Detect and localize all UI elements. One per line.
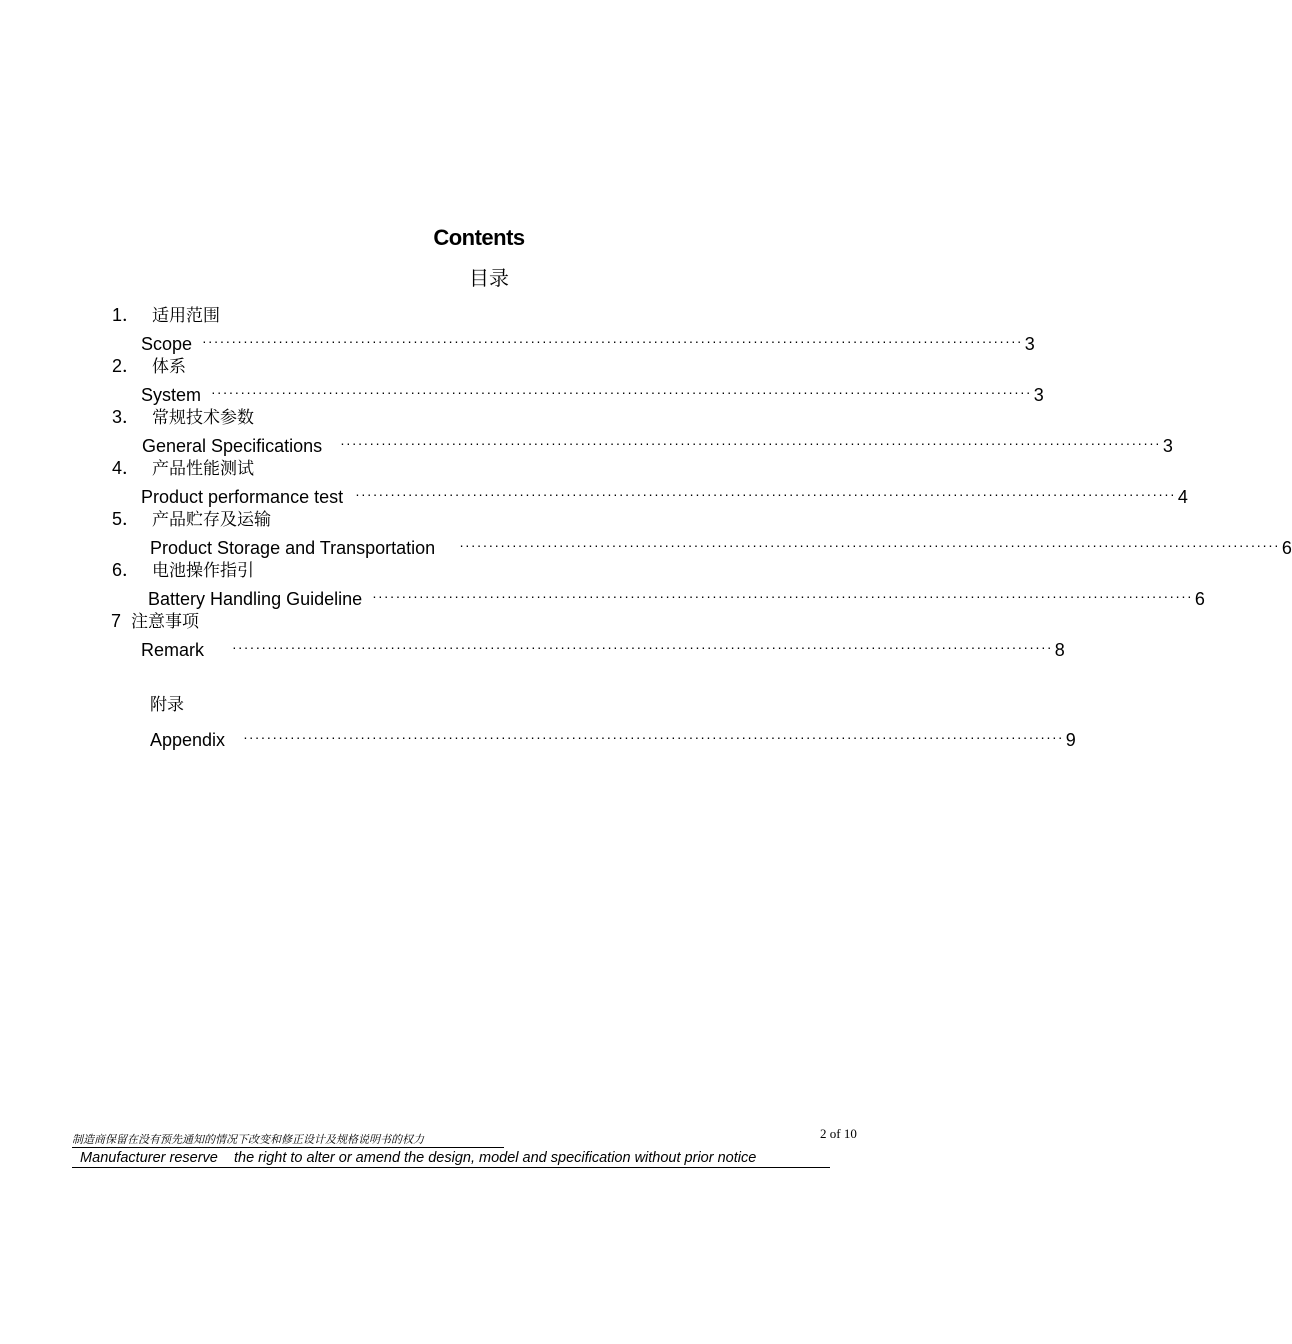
toc-section-title-zh: 适用范围	[152, 306, 220, 326]
toc-section-6-heading	[112, 559, 254, 582]
toc-entry-system[interactable]	[141, 381, 1044, 406]
toc-section-number: 2．	[112, 356, 141, 376]
toc-entry-general-specifications[interactable]	[142, 432, 1173, 457]
toc-page-number: 3	[1162, 436, 1173, 456]
toc-entry-label: Battery Handling Guideline	[148, 589, 363, 609]
toc-section-7-heading	[111, 610, 199, 633]
toc-section-title-zh: 注意事项	[131, 612, 200, 632]
toc-dot-leader: ············································································································································	[211, 384, 1032, 400]
page-number-footer: 2 of 10	[820, 1126, 857, 1141]
footer-notice-en: Manufacturer reserve the right to alter or amend the design, model and specification without prior notice	[72, 1150, 830, 1168]
footer-notice-zh: 制造商保留在没有预先通知的情况下改变和修正设计及规格说明书的权力	[72, 1132, 504, 1148]
toc-page-number: 4	[1177, 487, 1188, 507]
toc-dot-leader: ············································································································································	[459, 537, 1280, 553]
toc-section-2-heading	[112, 355, 186, 378]
toc-dot-leader: ············································································································································	[232, 639, 1053, 655]
toc-section-number: 1．	[112, 305, 141, 325]
toc-section-number: 3．	[112, 407, 141, 427]
toc-entry-label: Product Storage and Transportation	[150, 538, 436, 558]
toc-page-number: 6	[1194, 589, 1205, 609]
toc-dot-leader: ············································································································································	[340, 435, 1161, 451]
toc-entry-label: General Specifications	[142, 436, 323, 456]
toc-section-title-zh: 电池操作指引	[152, 561, 254, 581]
toc-page-number: 9	[1065, 730, 1076, 750]
toc-section-4-heading	[112, 457, 254, 480]
toc-entry-battery-handling-guideline[interactable]	[148, 585, 1205, 610]
toc-entry-scope[interactable]	[141, 330, 1035, 355]
toc-section-number: 7	[111, 611, 122, 631]
toc-entry-label: Scope	[141, 334, 193, 354]
toc-section-number: 4．	[112, 458, 141, 478]
toc-section-1-heading	[112, 304, 220, 327]
toc-page-number: 3	[1024, 334, 1035, 354]
toc-entry-product-performance-test[interactable]	[141, 483, 1188, 508]
toc-entry-label: Appendix	[150, 730, 226, 750]
toc-entry-label: Remark	[141, 640, 205, 660]
toc-dot-leader: ············································································································································	[372, 588, 1193, 604]
toc-section-number: 6．	[112, 560, 141, 580]
toc-section-3-heading	[112, 406, 254, 429]
toc-dot-leader: ············································································································································	[243, 729, 1064, 745]
toc-dot-leader: ············································································································································	[202, 333, 1023, 349]
toc-dot-leader: ············································································································································	[355, 486, 1176, 502]
toc-section-title-zh: 产品性能测试	[152, 459, 254, 479]
toc-entry-label: Product performance test	[141, 487, 344, 507]
toc-page-number: 8	[1054, 640, 1065, 660]
toc-section-title-zh: 常规技术参数	[152, 408, 254, 428]
toc-page-number: 6	[1281, 538, 1292, 558]
toc-section-title-zh: 体系	[152, 357, 186, 377]
toc-entry-label: System	[141, 385, 202, 405]
toc-entry-appendix[interactable]	[150, 726, 1076, 751]
toc-section-title-zh: 产品贮存及运输	[152, 510, 271, 530]
toc-section-5-heading	[112, 508, 271, 531]
contents-title-zh: 目录	[469, 266, 509, 290]
toc-page-number: 3	[1033, 385, 1044, 405]
toc-entry-product-storage-and-transportation[interactable]	[150, 534, 1292, 559]
contents-title: Contents	[433, 225, 525, 250]
toc-entry-remark[interactable]	[141, 636, 1065, 661]
toc-appendix-title-zh: 附录	[150, 695, 184, 715]
toc-section-number: 5．	[112, 509, 141, 529]
toc-appendix-heading	[150, 693, 184, 716]
